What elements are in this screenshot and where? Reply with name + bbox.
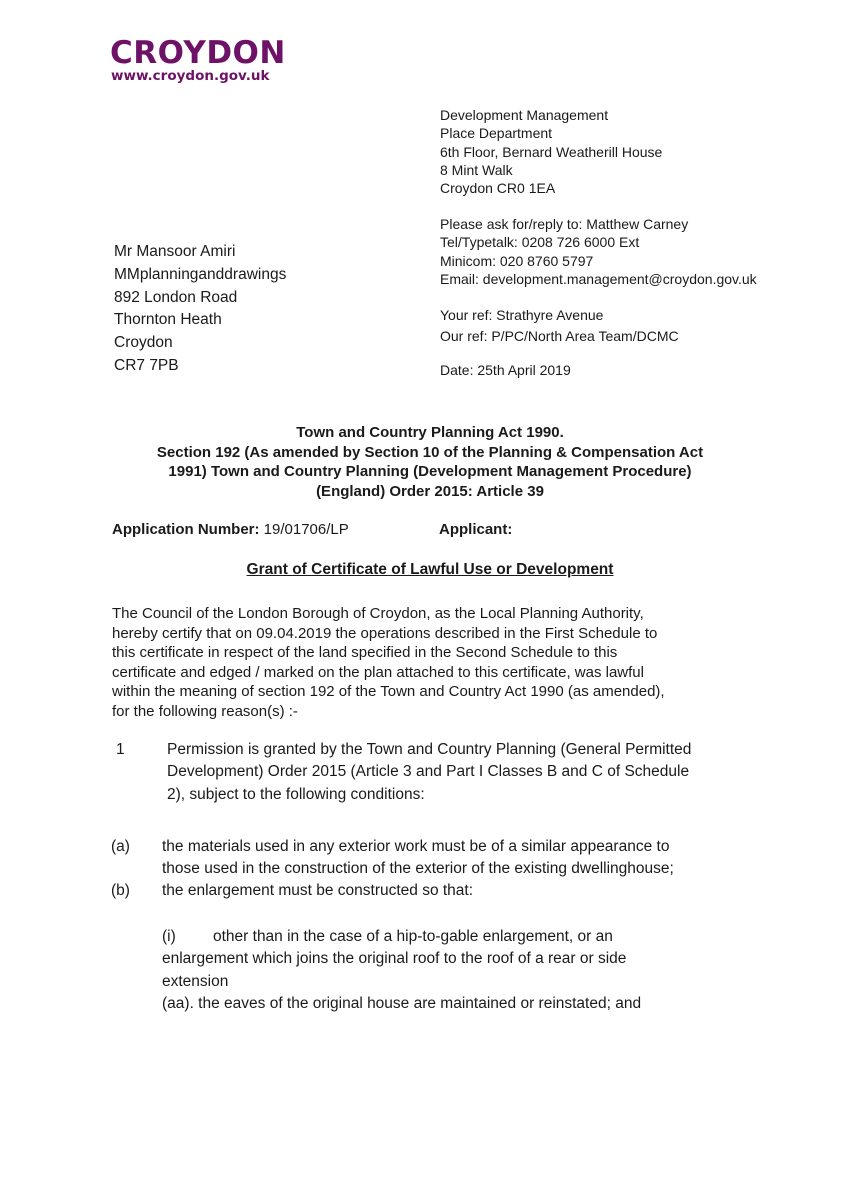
recipient-line: MMplanninganddrawings <box>114 265 287 283</box>
application-line <box>112 520 513 540</box>
recipient-line: Thornton Heath <box>114 311 222 329</box>
act-title-line: Section 192 (As amended by Section 10 of the Planning & Compensation Act <box>156 443 704 461</box>
sub-condition-line: (aa). the eaves of the original house are maintained or reinstated; and <box>162 994 642 1012</box>
contact-details <box>440 215 757 288</box>
reason-line: 2), subject to the following conditions: <box>167 785 425 803</box>
condition-text <box>162 880 473 902</box>
sub-condition-text: other than in the case of a hip-to-gable enlargement, or an <box>213 928 613 945</box>
reason-text <box>167 739 691 806</box>
sender-line: 8 Mint Walk <box>440 161 513 178</box>
paragraph-line: certificate and edged / marked on the plan attached to this certificate, was lawful <box>112 663 644 681</box>
sender-line: Croydon CR0 1EA <box>440 180 556 197</box>
sub-condition-label: (i) <box>162 928 176 945</box>
references <box>440 305 679 347</box>
your-ref: Your ref: Strathyre Avenue <box>440 307 604 323</box>
paragraph-line: within the meaning of section 192 of the Town and Country Act 1990 (as amended), <box>112 683 665 700</box>
sender-address <box>440 106 662 197</box>
condition-line: the materials used in any exterior work must be of a similar appearance to <box>162 838 670 855</box>
sender-line: Development Management <box>440 107 609 123</box>
sub-condition-line: enlargement which joins the original roof to the roof of a rear or side <box>162 950 627 968</box>
paragraph-line: hereby certify that on 09.04.2019 the operations described in the First Schedule to <box>112 624 658 642</box>
recipient-address <box>114 241 286 378</box>
contact-person: Please ask for/reply to: Matthew Carney <box>440 216 689 232</box>
application-number-value: 19/01706/LP <box>259 521 349 538</box>
reason-number: 1 <box>116 741 125 758</box>
paragraph-line: for the following reason(s) :- <box>112 702 298 720</box>
reason-line: Permission is granted by the Town and Country Planning (General Permitted <box>167 741 692 758</box>
applicant-label: Applicant: <box>439 521 513 538</box>
condition-line: the enlargement must be constructed so that: <box>162 882 474 899</box>
certificate-paragraph <box>112 604 812 721</box>
condition-line: those used in the construction of the exterior of the existing dwellinghouse; <box>162 860 674 878</box>
contact-email: Email: development.management@croydon.gov.uk <box>440 270 757 287</box>
paragraph-line: The Council of the London Borough of Croydon, as the Local Planning Authority, <box>112 605 644 622</box>
condition-label: (b) <box>111 882 130 899</box>
recipient-line: 892 London Road <box>114 288 238 306</box>
grant-title: Grant of Certificate of Lawful Use or Development <box>246 561 614 578</box>
recipient-line: Croydon <box>114 334 173 352</box>
act-title <box>100 423 760 501</box>
recipient-line: Mr Mansoor Amiri <box>114 243 236 260</box>
act-title-line: 1991) Town and Country Planning (Development Management Procedure) <box>168 463 692 480</box>
council-logo-name: CROYDON <box>110 35 286 71</box>
sender-line: Place Department <box>440 125 553 142</box>
our-ref: Our ref: P/PC/North Area Team/DCMC <box>440 328 679 344</box>
recipient-line: CR7 7PB <box>114 356 179 374</box>
contact-minicom: Minicom: 020 8760 5797 <box>440 252 594 269</box>
application-number-label: Application Number: <box>112 521 260 538</box>
reason-line: Development) Order 2015 (Article 3 and Part I Classes B and C of Schedule <box>167 763 690 781</box>
condition-label: (a) <box>111 838 130 855</box>
act-title-line: (England) Order 2015: Article 39 <box>316 482 544 500</box>
sub-condition-line: extension <box>162 972 229 990</box>
sub-condition-first-line <box>162 926 641 948</box>
letter-date: Date: 25th April 2019 <box>440 362 571 378</box>
sender-line: 6th Floor, Bernard Weatherill House <box>440 143 663 160</box>
sub-condition <box>162 926 641 1015</box>
act-title-line: Town and Country Planning Act 1990. <box>296 424 564 441</box>
paragraph-line: this certificate in respect of the land specified in the Second Schedule to this <box>112 644 618 661</box>
contact-phone: Tel/Typetalk: 0208 726 6000 Ext <box>440 234 640 251</box>
condition-text <box>162 836 674 881</box>
council-logo-url: www.croydon.gov.uk <box>111 68 270 84</box>
